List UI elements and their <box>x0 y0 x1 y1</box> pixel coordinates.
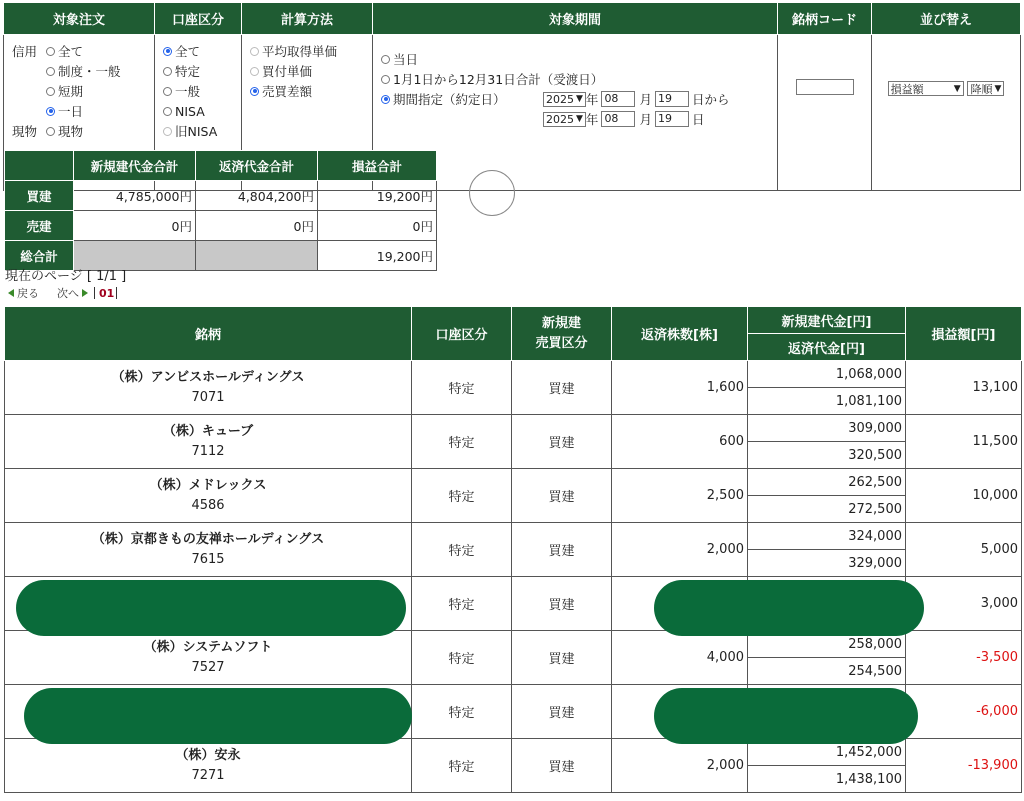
col-header-pl: 損益額[円] <box>906 307 1022 361</box>
from-month-unit: 月 <box>639 92 652 107</box>
calc-diff-label: 売買差額 <box>262 84 313 99</box>
radio-period-year[interactable] <box>381 75 390 84</box>
redaction-mark <box>16 580 406 636</box>
new-amount-cell: 1,068,000 <box>748 361 906 388</box>
summary-new-amount: 0円 <box>74 211 196 241</box>
calc-average-label: 平均取得単価 <box>262 44 338 59</box>
stock-name-cell <box>5 415 412 469</box>
summary-label: 買建 <box>5 181 74 211</box>
sort-field-value: 損益額 <box>890 82 924 96</box>
to-year-value: 2025 <box>546 112 574 126</box>
stock-name: （株）キューブ <box>162 423 254 439</box>
side-cell: 買建 <box>512 577 612 631</box>
sort-field-select[interactable] <box>888 81 964 96</box>
side-cell: 買建 <box>512 361 612 415</box>
sort-cell <box>872 35 1021 191</box>
radio-account-all[interactable] <box>163 47 172 56</box>
col-header-side <box>512 307 612 361</box>
radio-period-range[interactable] <box>381 95 390 104</box>
new-amount-cell: 258,000 <box>748 631 906 658</box>
account-cell: 特定 <box>412 415 512 469</box>
stock-name: （株）メドレックス <box>149 477 267 493</box>
account-cell: 特定 <box>412 469 512 523</box>
pl-cell: -3,500 <box>906 631 1022 685</box>
loading-spinner-icon <box>469 170 515 216</box>
summary-pl: 19,200円 <box>318 181 437 211</box>
pl-cell: 13,100 <box>906 361 1022 415</box>
from-year-select[interactable] <box>543 92 586 107</box>
qty-cell: 2,500 <box>612 469 748 523</box>
order-genbutsu-label: 現物 <box>58 124 84 139</box>
to-year-unit: 年 <box>585 112 599 127</box>
pl-cell: -13,900 <box>906 739 1022 793</box>
summary-header-new: 新規建代金合計 <box>74 151 196 181</box>
next-link[interactable]: 次へ <box>57 287 79 300</box>
col-header-qty: 返済株数[株] <box>612 307 748 361</box>
stock-code: 7527 <box>191 659 225 675</box>
stock-name-cell <box>5 739 412 793</box>
from-year-unit: 年 <box>585 92 599 107</box>
chevron-down-icon: ▼ <box>576 114 583 124</box>
account-cell: 特定 <box>412 685 512 739</box>
prev-link[interactable]: 戻る <box>17 287 39 300</box>
side-cell: 買建 <box>512 631 612 685</box>
pager-divider <box>116 287 117 299</box>
header-code: 銘柄コード <box>778 3 872 35</box>
redaction-mark <box>24 688 412 744</box>
page-link-01[interactable]: 01 <box>99 286 115 300</box>
radio-account-ippan[interactable] <box>163 87 172 96</box>
radio-account-tokutei[interactable] <box>163 67 172 76</box>
stock-name-cell <box>5 523 412 577</box>
radio-order-short[interactable] <box>46 87 55 96</box>
summary-row-sell <box>5 211 437 241</box>
side-cell: 買建 <box>512 739 612 793</box>
table-row <box>5 469 1022 496</box>
summary-label: 売建 <box>5 211 74 241</box>
account-old-nisa-label: 旧NISA <box>175 124 218 139</box>
account-all-label: 全て <box>175 44 201 59</box>
account-cell: 特定 <box>412 631 512 685</box>
table-row <box>5 361 1022 388</box>
radio-order-day[interactable] <box>46 107 55 116</box>
new-amount-cell: 324,000 <box>748 523 906 550</box>
pager-divider <box>94 287 95 299</box>
return-amount-cell: 272,500 <box>748 496 906 523</box>
account-tokutei-label: 特定 <box>175 64 201 79</box>
next-arrow-icon <box>82 289 88 297</box>
to-month-input[interactable]: 08 <box>601 111 635 127</box>
stock-code: 7271 <box>191 767 225 783</box>
account-cell: 特定 <box>412 739 512 793</box>
to-day-unit: 日 <box>691 112 705 127</box>
stock-name: （株）安永 <box>175 747 241 763</box>
header-sort: 並び替え <box>872 3 1021 35</box>
return-amount-cell: 1,081,100 <box>748 388 906 415</box>
col-header-account: 口座区分 <box>412 307 512 361</box>
genbutsu-label: 現物 <box>12 124 38 139</box>
account-nisa-label: NISA <box>175 103 205 119</box>
pl-cell: 3,000 <box>906 577 1022 631</box>
qty-cell: 4,000 <box>612 631 748 685</box>
pl-cell: 5,000 <box>906 523 1022 577</box>
order-all-label: 全て <box>58 44 84 59</box>
header-period: 対象期間 <box>373 3 778 35</box>
qty-cell: 600 <box>612 415 748 469</box>
chevron-down-icon: ▼ <box>953 83 961 94</box>
qty-cell: 2,000 <box>612 523 748 577</box>
summary-header-blank <box>5 151 74 181</box>
period-today-label: 当日 <box>393 52 419 67</box>
current-page-label: 現在のページ [ 1/1 ] <box>5 269 127 284</box>
return-amount-cell: 329,000 <box>748 550 906 577</box>
account-cell: 特定 <box>412 577 512 631</box>
new-amount-cell: 262,500 <box>748 469 906 496</box>
qty-cell: 1,600 <box>612 361 748 415</box>
chevron-down-icon: ▼ <box>576 94 583 104</box>
sort-order-value: 降順 <box>970 82 993 96</box>
summary-return-amount: 0円 <box>196 211 318 241</box>
stock-name-cell <box>5 469 412 523</box>
pl-cell: 11,500 <box>906 415 1022 469</box>
from-month-input[interactable]: 08 <box>601 91 635 107</box>
pl-cell: -6,000 <box>906 685 1022 739</box>
account-ippan-label: 一般 <box>175 84 201 99</box>
to-day-input[interactable]: 19 <box>655 111 689 127</box>
radio-calc-average[interactable] <box>250 47 259 56</box>
radio-order-seido[interactable] <box>46 67 55 76</box>
to-year-select[interactable] <box>543 112 586 127</box>
stock-code: 7071 <box>191 389 225 405</box>
pl-cell: 10,000 <box>906 469 1022 523</box>
col-header-name: 銘柄 <box>5 307 412 361</box>
radio-calc-diff[interactable] <box>250 87 259 96</box>
header-account: 口座区分 <box>155 3 242 35</box>
summary-return-amount <box>196 241 318 271</box>
radio-order-all[interactable] <box>46 47 55 56</box>
stock-name-cell <box>5 631 412 685</box>
side-cell: 買建 <box>512 469 612 523</box>
from-day-unit: 日から <box>691 92 730 107</box>
summary-table <box>4 150 437 271</box>
summary-header-return: 返済代金合計 <box>196 151 318 181</box>
redaction-mark <box>654 688 918 744</box>
side-cell: 買建 <box>512 523 612 577</box>
return-amount-cell: 254,500 <box>748 658 906 685</box>
stock-code: 7615 <box>191 551 225 567</box>
sort-order-select[interactable] <box>967 81 1004 96</box>
side-cell: 買建 <box>512 415 612 469</box>
radio-period-today[interactable] <box>381 55 390 64</box>
summary-label: 総合計 <box>5 241 74 271</box>
col-header-return-amount: 返済代金[円] <box>748 334 906 361</box>
from-day-input[interactable]: 19 <box>655 91 689 107</box>
to-month-unit: 月 <box>639 112 652 127</box>
table-row <box>5 415 1022 442</box>
summary-row-buy <box>5 181 437 211</box>
period-year-label: 1月1日から12月31日合計（受渡日） <box>393 72 604 87</box>
redaction-mark <box>654 580 924 636</box>
account-cell: 特定 <box>412 523 512 577</box>
pager <box>8 285 117 301</box>
code-cell <box>778 35 872 191</box>
stock-code: 7112 <box>191 443 225 459</box>
stock-code-input[interactable] <box>796 79 854 95</box>
qty-cell: 2,000 <box>612 739 748 793</box>
summary-pl: 0円 <box>318 211 437 241</box>
col-header-new-amount: 新規建代金[円] <box>748 307 906 334</box>
new-amount-cell: 309,000 <box>748 415 906 442</box>
summary-pl: 19,200円 <box>318 241 437 271</box>
radio-account-nisa[interactable] <box>163 107 172 116</box>
side-line1: 新規建 <box>541 315 581 331</box>
side-line2: 売買区分 <box>535 335 588 351</box>
stock-name: （株）システムソフト <box>143 639 273 655</box>
stock-name-cell <box>5 361 412 415</box>
radio-order-genbutsu[interactable] <box>46 127 55 136</box>
summary-return-amount: 4,804,200円 <box>196 181 318 211</box>
chevron-down-icon: ▼ <box>994 83 1002 94</box>
calc-buy-price-label: 買付単価 <box>262 64 313 79</box>
radio-account-old-nisa[interactable] <box>163 127 172 136</box>
header-order: 対象注文 <box>4 3 155 35</box>
radio-calc-buy-price[interactable] <box>250 67 259 76</box>
summary-new-amount: 4,785,000円 <box>74 181 196 211</box>
account-cell: 特定 <box>412 361 512 415</box>
period-range-label: 期間指定（約定日） <box>393 92 506 107</box>
return-amount-cell: 1,438,100 <box>748 766 906 793</box>
order-short-label: 短期 <box>58 84 84 99</box>
stock-name: （株）アンビスホールディングス <box>111 369 305 385</box>
side-cell: 買建 <box>512 685 612 739</box>
stock-name: （株）京都きもの友禅ホールディングス <box>91 531 325 547</box>
from-year-value: 2025 <box>546 92 574 106</box>
header-calc: 計算方法 <box>242 3 373 35</box>
stock-code: 4586 <box>191 497 225 513</box>
summary-header-pl: 損益合計 <box>318 151 437 181</box>
order-day-label: 一日 <box>58 104 84 119</box>
table-row <box>5 523 1022 550</box>
new-amount-cell: 1,452,000 <box>748 739 906 766</box>
order-seido-label: 制度・一般 <box>58 64 121 79</box>
prev-arrow-icon <box>8 289 14 297</box>
shinyo-label: 信用 <box>12 44 38 59</box>
return-amount-cell: 320,500 <box>748 442 906 469</box>
